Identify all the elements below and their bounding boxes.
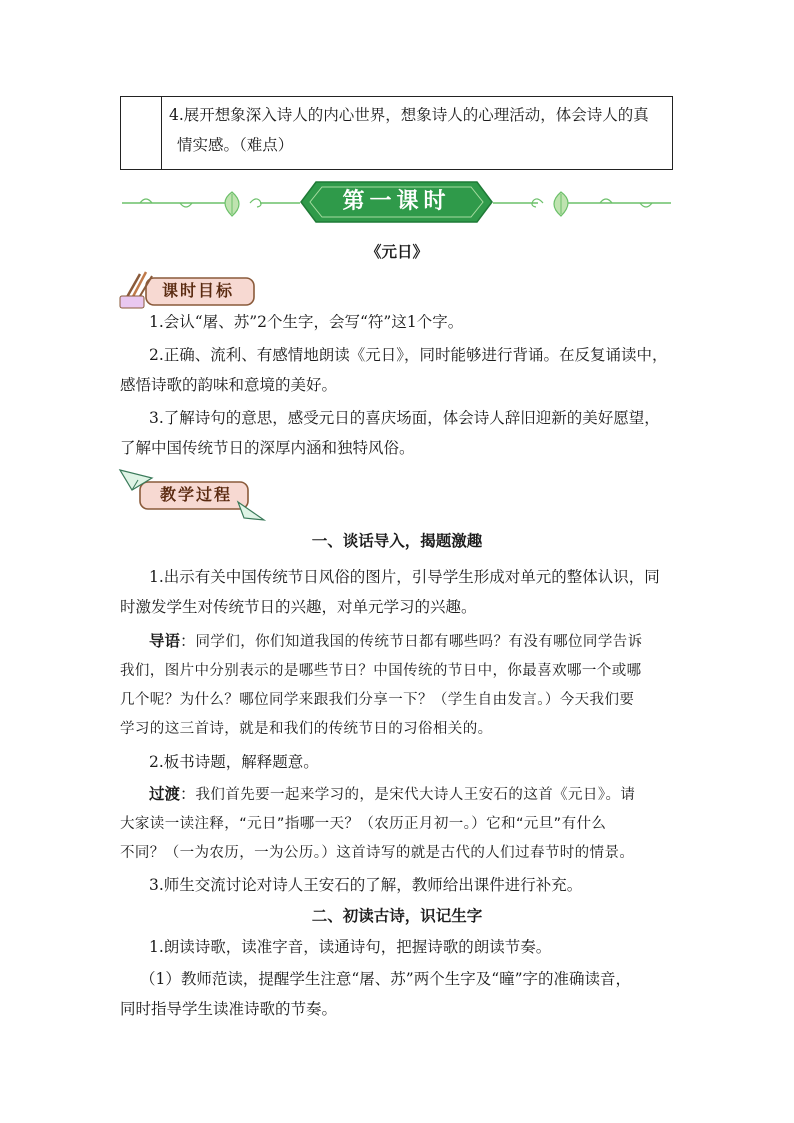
process-badge-label: 教学过程: [159, 485, 232, 504]
goal-2-line1: 2.正确、流利、有感情地朗读《元日》，同时能够进行背诵。在反复诵读中，: [149, 346, 668, 364]
lesson-banner: [120, 178, 673, 226]
section1-title: 一、谈话导入，揭题激趣: [311, 531, 483, 550]
process-badge: [118, 468, 266, 522]
table-number-cell: [121, 97, 162, 169]
intro-line1: 导语：同学们，你们知道我国的传统节日都有哪些吗？有没有哪位同学告诉: [149, 631, 643, 650]
goal-3-line1: 3.了解诗句的意思，感受元日的喜庆场面，体会诗人辞旧迎新的美好愿望，: [149, 409, 660, 427]
transition-line2: 大家读一读注释，“元日”指哪一天？（农历正月初一。）它和“元旦”有什么: [120, 816, 607, 832]
goal-3-line2: 了解中国传统节日的深厚内涵和独特风俗。: [120, 439, 415, 457]
section1-p3: 3.师生交流讨论对诗人王安石的了解，教师给出课件进行补充。: [149, 876, 583, 894]
transition-line3: 不同？（一为农历，一为公历。）这首诗写的就是古代的人们过春节时的情景。: [120, 845, 635, 861]
lesson-title: 《元日》: [365, 242, 428, 261]
goal-1: 1.会认“屠、苏”2个生字，会写“符”这1个字。: [149, 313, 464, 331]
intro-line2: 我们，图片中分别表示的是哪些节日？中国传统的节日中，你最喜欢哪一个或哪: [120, 663, 642, 679]
intro-line3: 几个呢？为什么？哪位同学来跟我们分享一下？（学生自由发言。）今天我们要: [120, 692, 635, 708]
goals-badge: [118, 268, 258, 310]
goals-badge-label: 课时目标: [162, 281, 235, 300]
goal-2-line2: 感悟诗歌的韵味和意境的美好。: [120, 376, 338, 394]
transition-label: 过渡: [149, 784, 181, 803]
section2-p2-line2: 同时指导学生读准诗歌的节奏。: [120, 1000, 338, 1018]
section2-title: 二、初读古诗，识记生字: [311, 906, 483, 925]
section1-p1-line1: 1.出示有关中国传统节日风俗的图片，引导学生形成对单元的整体认识，同: [149, 568, 660, 586]
transition-line1: 过渡：我们首先要一起来学习的，是宋代大诗人王安石的这首《元日》。请: [149, 784, 636, 803]
section1-p2: 2.板书诗题，解释题意。: [149, 753, 319, 771]
objective-4-line2: 情实感。（难点）: [177, 136, 294, 154]
objective-4-line1: 4.展开想象深入诗人的内心世界，想象诗人的心理活动，体会诗人的真: [169, 106, 649, 124]
section2-p2-line1: （1）教师范读，提醒学生注意“屠、苏”两个生字及“曈”字的准确读音，: [140, 970, 632, 988]
banner-title: 第一课时: [342, 189, 451, 214]
intro-label: 导语: [149, 631, 181, 650]
objectives-table-fragment: [120, 96, 673, 170]
section1-p1-line2: 时激发学生对传统节日的兴趣，对单元学习的兴趣。: [120, 598, 477, 616]
intro-line4: 学习的这三首诗，就是和我们的传统节日的习俗相关的。: [120, 721, 493, 737]
section2-p1: 1.朗读诗歌，读准字音，读通诗句，把握诗歌的朗读节奏。: [149, 938, 552, 956]
